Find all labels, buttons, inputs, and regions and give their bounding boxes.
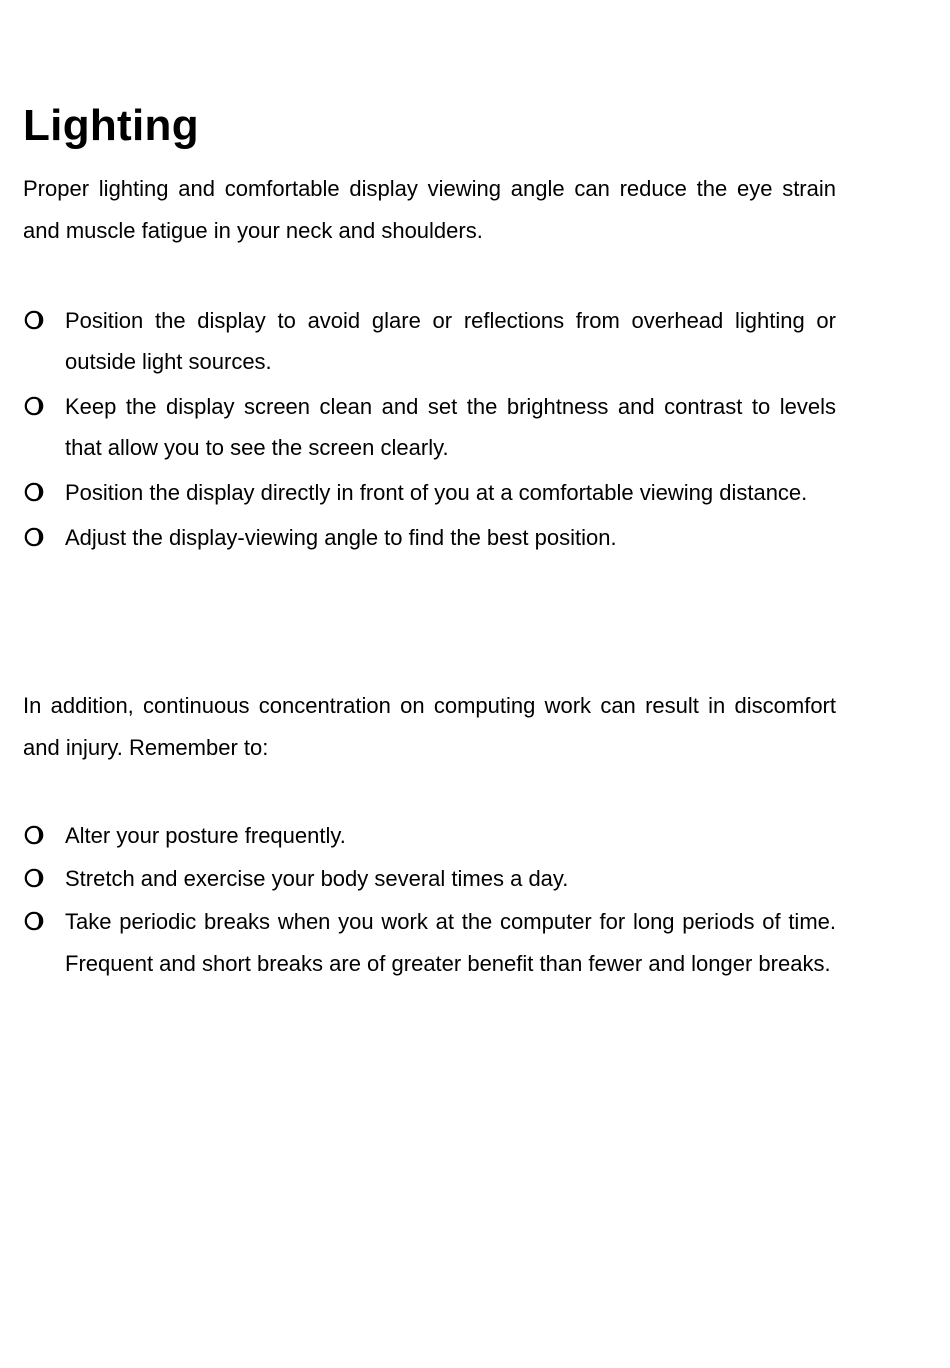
list-item-text: Position the display to avoid glare or reflections from overhead lighting or outside light sources.	[65, 308, 836, 374]
half-circle-bullet-icon	[24, 868, 44, 888]
half-circle-bullet-icon	[24, 310, 44, 330]
list-item-text: Alter your posture frequently.	[65, 823, 346, 848]
lighting-tips-list	[23, 300, 836, 562]
list-item	[23, 472, 836, 513]
list-item-text: Stretch and exercise your body several times a day.	[65, 866, 569, 891]
list-item-text: Position the display directly in front of you at a comfortable viewing distance.	[65, 480, 808, 505]
list-item	[23, 858, 836, 900]
list-item	[23, 815, 836, 857]
reminders-list	[23, 815, 836, 986]
addition-paragraph: In addition, continuous concentration on computing work can result in discomfort and injury. Remember to:	[23, 693, 836, 760]
half-circle-bullet-icon	[24, 911, 44, 931]
list-item	[23, 300, 836, 382]
list-item-text: Adjust the display-viewing angle to find the best position.	[65, 525, 617, 550]
half-circle-bullet-icon	[24, 482, 44, 502]
half-circle-bullet-icon	[24, 825, 44, 845]
page-title: Lighting	[23, 101, 199, 150]
list-item	[23, 901, 836, 985]
list-item	[23, 386, 836, 468]
list-item-text: Take periodic breaks when you work at the computer for long periods of time. Frequent and short breaks are of greater benefit than fewer and longer breaks.	[65, 909, 836, 976]
list-item	[23, 517, 836, 558]
list-item-text: Keep the display screen clean and set the brightness and contrast to levels that allow you to see the screen clearly.	[65, 394, 836, 460]
half-circle-bullet-icon	[24, 396, 44, 416]
half-circle-bullet-icon	[24, 527, 44, 547]
intro-paragraph: Proper lighting and comfortable display viewing angle can reduce the eye strain and muscle fatigue in your neck and shoulders.	[23, 176, 836, 243]
